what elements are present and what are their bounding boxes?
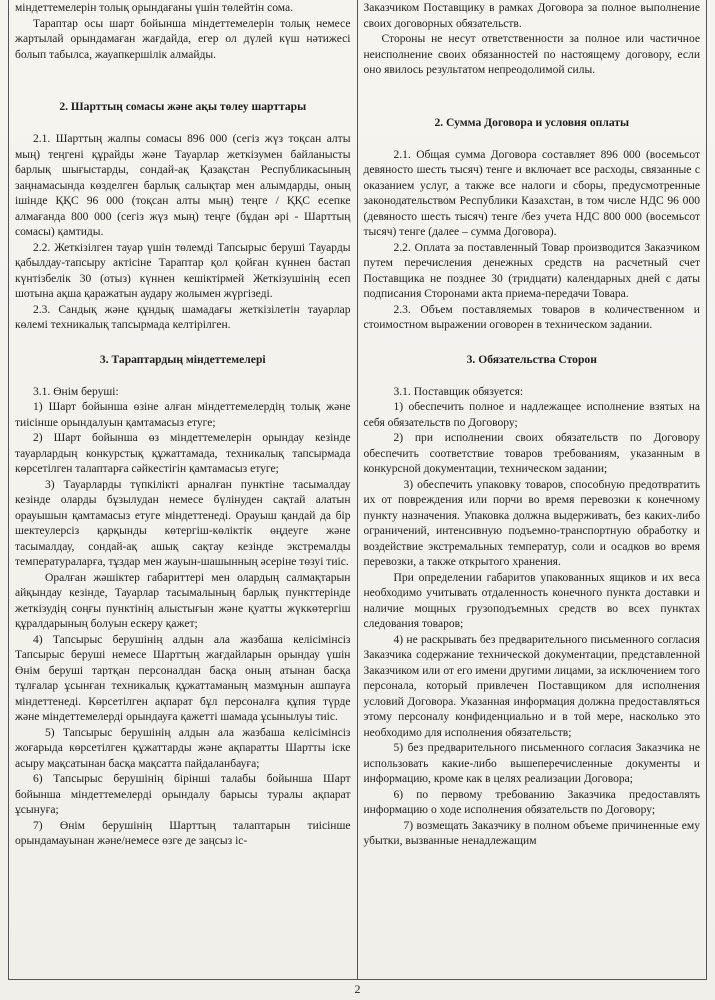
paragraph: 6) по первому требованию Заказчика предоставлять информацию о ходе исполнения обязательств по Договору; — [363, 788, 700, 816]
paragraph: 5) Тапсырыс берушінің алдын ала жазбаша келісімінсіз жоғарыда көрсетілген құжаттарды және ақпаратты Шартты іске асыру мақсатынан басқа мақсатта пайдаланбауға; — [15, 726, 351, 770]
paragraph: 2.1. Общая сумма Договора составляет 896 000 (восемьсот девяносто шесть тысяч) тенге и включает все расходы, связанные с оказанием услуг, а также все налоги и сборы, предусмотренные законодательством Республики Казахстан, в том числе НДС 96 000 (девяносто шесть тысяч) тенге /без учета НДС 800 000 (восемьсот тысяч) тенге (далее – сумма Договора). — [363, 148, 700, 238]
paragraph: 6) Тапсырыс берушінің бірінші талабы бойынша Шарт бойынша міндеттемелерді орындалу барысы туралы ақпарат ұсынуға; — [15, 773, 351, 816]
paragraph: 3.1. Поставщик обязуется: — [393, 385, 524, 398]
paragraph: 2.1. Шарттың жалпы сомасы 896 000 (сегіз жүз тоқсан алты мың) теңгені құрайды және Тауарлар жеткізумен байланысты барлық шығыстарды, сондай-ақ Қазақстан Республикасының заңнамасында көзделген барлық салықтар мен алымдарды, оның ішінде ҚҚС 96 000 (тоқсан алты мың) теңге / ҚҚС есепке алмағанда 800 000 (сегіз жүз мың) теңге (бұдан әрі - Шарттың сомасы) қамтиды. — [15, 133, 351, 238]
paragraph: 3) Тауарларды түпкілікті арналған пунктіне тасымалдау кезінде оларды бұзылудан немесе бүлінуден сақтай алатын орауышын қамтамасыз етуге міндеттенеді. Орауыш қандай да бір шектеулерсіз қарқынды көтергіш-көліктік өңдеуге және тасымалдау, сондай-ақ ашық сақтау кезінде экстремалды температураларға, тұздар мен жауын-шашынның әсеріне төзуі тиіс. — [15, 478, 351, 568]
paragraph: 2) Шарт бойынша өз міндеттемелерін орындау кезінде тауарлардың конкурстық құжаттамада, техникалық тапсырмада көрсетілген талаптарға сәйкестігін қамтамасыз етуге; — [15, 432, 351, 475]
paragraph: 7) возмещать Заказчику в полном объеме причиненные ему убытки, вызванные ненадлежащим — [363, 819, 700, 847]
paragraph: 3.1. Өнім беруші: — [33, 385, 119, 398]
paragraph: 3) обеспечить упаковку товаров, способную предотвратить их от повреждения или порчи во время перевозки к конечному пункту назначения. Упаковка должна выдерживать, без каких-либо ограничений, интенсивную подъемно-транспортную обработку и воздействие экстремальных температур, соли и осадков во время перевозки, а также открытого хранения. — [363, 478, 700, 568]
section-heading: 2. Шарттың сомасы және ақы төлеу шарттары — [59, 100, 307, 113]
paragraph: При определении габаритов упакованных ящиков и их веса необходимо учитывать отдаленность конечного пункта доставки и наличие мощных грузоподъемных средств во всех пунктах следования товаров; — [363, 571, 700, 630]
paragraph: 1) Шарт бойынша өзіне алған міндеттемелердің толық және тиісінше орындалуын қамтамасыз етуге; — [15, 401, 351, 429]
paragraph: Оралған жәшіктер габариттері мен олардың салмақтарын айқындау кезінде, Тауарлар тасымалының барлық пункттерінде жеткізудің соңғы пунктінің алыстығын және қуатты жүккөтергіш құралдарының болуын ескеру қажет; — [15, 571, 351, 630]
paragraph: 2) при исполнении своих обязательств по Договору обеспечить соответствие товаров требованиям, указанным в конкурсной документации, техническом задании; — [363, 432, 700, 475]
paragraph: 2.3. Сандық және құндық шамадағы жеткізілетін тауарлар көлемі техникалық тапсырмада келтірілген. — [15, 303, 351, 331]
paragraph: 2.2. Жеткізілген тауар үшін төлемді Тапсырыс беруші Тауарды қабылдау-тапсыру актісіне Тараптар қол қойған күннен бастап күнтізбелік 30 (отыз) күннен кешіктірмей Жеткізушінің есеп шотына ақша қаражатын аудару жолымен жүргізеді. — [15, 241, 351, 300]
paragraph: 5) без предварительного письменного согласия Заказчика не использовать какие-либо вышеперечисленные документы и информацию, кроме как в целях реализации Договора; — [363, 742, 700, 785]
paragraph: Стороны не несут ответственности за полное или частичное неисполнение своих обязанностей по настоящему договору, если оно явилось результатом непреодолимой силы. — [363, 33, 700, 76]
russian-column — [358, 0, 707, 979]
section-heading: 3. Обязательства Сторон — [466, 352, 597, 366]
section-heading: 3. Тараптардың міндеттемелері — [99, 352, 266, 366]
paragraph: 4) Тапсырыс берушінің алдын ала жазбаша келісімінсіз Тапсырыс беруші немесе Шарттың жағдайларын орындау үшін Өнім беруші тартқан персоналдан басқа оның атынан басқа тұлғалар ұсынған техникалық құжаттаманың мазмұнын ашпауға міндеттенеді. Көрсетілген ақпарат бұл персоналға құпия түрде және міндеттемелерді орындауға қажетті шамада ұсынылуы тиіс. — [15, 633, 351, 723]
paragraph: 1) обеспечить полное и надлежащее исполнение взятых на себя обязательств по Договору; — [363, 401, 700, 429]
paragraph: 7) Өнім берушінің Шарттың талаптарын тиісінше орындамауынан және/немесе өзге де заңсыз іс- — [15, 819, 351, 847]
bilingual-table — [8, 0, 707, 980]
paragraph: Тараптар осы шарт бойынша міндеттемелерін толық немесе жартылай орындамаған жағдайда, егер ол дүлей күш нәтижесі болып табылса, жауапкершілік алмайды. — [15, 17, 351, 61]
paragraph: 2.2. Оплата за поставленный Товар производится Заказчиком путем перечисления денежных средств на расчетный счет Поставщика не позднее 30 (тридцати) календарных дней с даты подписания Сторонами акта приема-передачи Товара. — [363, 241, 700, 300]
paragraph: міндеттемелерін толық орындағаны үшін төлейтін сома. — [15, 2, 294, 14]
section-heading: 2. Сумма Договора и условия оплаты — [434, 115, 630, 129]
kazakh-column — [9, 0, 358, 979]
paragraph: 2.3. Объем поставляемых товаров в количественном и стоимостном выражении оговорен в техническом задании. — [363, 303, 700, 331]
page-number: 2 — [354, 982, 361, 996]
paragraph: 4) не раскрывать без предварительного письменного согласия Заказчика содержание технической документации, представленной Заказчиком или от его имени другими лицами, за исключением того персонала, который привлечен Поставщиком для исполнения условий Договора. Указанная информация должна предоставляться этому персоналу конфиденциально и в той мере, насколько это необходимо для исполнения обязательств; — [363, 633, 700, 739]
paragraph: Заказчиком Поставщику в рамках Договора за полное выполнение своих договорных обязательств. — [363, 2, 700, 30]
